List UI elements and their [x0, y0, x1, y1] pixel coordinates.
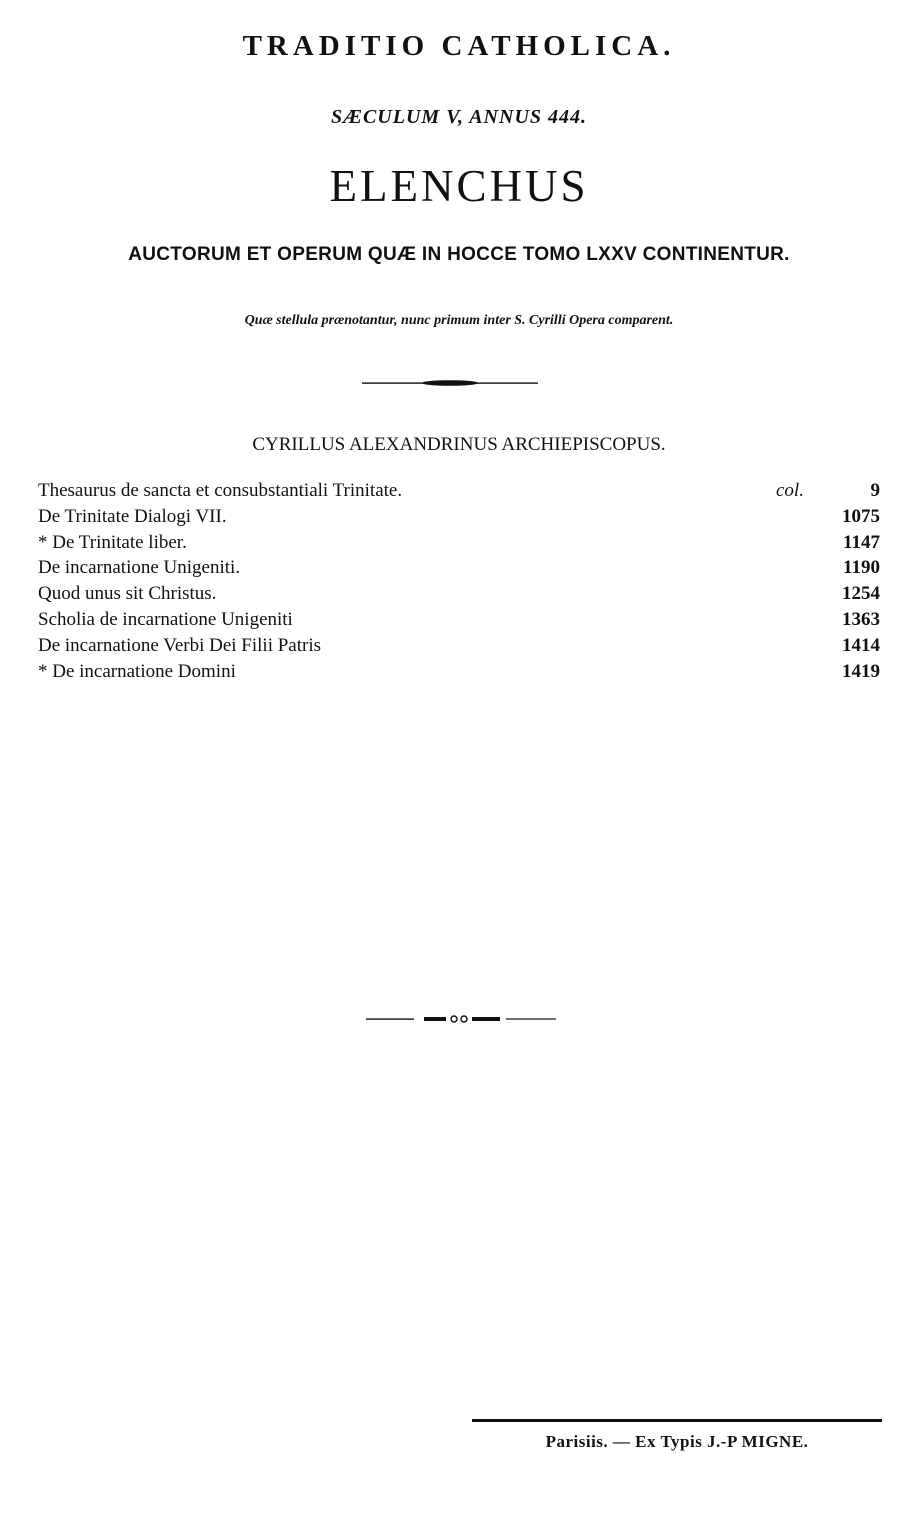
- toc-page: 1147: [843, 531, 880, 553]
- page-title: TRADITIO CATHOLICA.: [242, 30, 676, 62]
- toc-row: [38, 607, 882, 633]
- toc-row: [38, 633, 882, 659]
- toc-row: [38, 504, 882, 530]
- toc-row: [38, 555, 882, 581]
- toc-title: Thesaurus de sancta et consubstantiali Trinitate.: [38, 480, 403, 501]
- century-year-line: SÆCULUM V, ANNUS 444.: [330, 106, 588, 128]
- toc-page: 1254: [842, 583, 880, 605]
- asterisk-note: Quæ stellula prænotantur, nunc primum inter S. Cyrilli Opera comparent.: [244, 313, 674, 328]
- printer-imprint: Parisiis. — Ex Typis J.-P MIGNE.: [545, 1432, 809, 1451]
- toc-page: 1190: [843, 557, 880, 579]
- toc-title: * De incarnatione Domini: [38, 660, 236, 682]
- toc-title: Scholia de incarnatione Unigeniti: [38, 608, 293, 630]
- toc-row: [38, 530, 882, 556]
- toc-page: 1414: [842, 634, 880, 656]
- toc-row: [38, 581, 882, 607]
- toc-title: Quod unus sit Christus.: [38, 583, 217, 605]
- table-of-contents: [38, 478, 882, 684]
- toc-title: * De Trinitate liber.: [38, 531, 187, 553]
- toc-page: 1075: [842, 505, 880, 527]
- toc-row: [38, 478, 882, 504]
- toc-page: 9: [870, 480, 880, 501]
- toc-title: De incarnatione Verbi Dei Filii Patris: [38, 634, 322, 656]
- toc-col-label: col.: [776, 480, 804, 501]
- toc-page: 1363: [842, 608, 880, 630]
- toc-title: De incarnatione Unigeniti.: [38, 557, 241, 579]
- ornamental-divider: [366, 1014, 556, 1024]
- section-author-heading: CYRILLUS ALEXANDRINUS ARCHIEPISCOPUS.: [252, 434, 666, 455]
- ornamental-rule: [362, 380, 538, 386]
- toc-page: 1419: [842, 660, 880, 682]
- subtitle: AUCTORUM ET OPERUM QUÆ IN HOCCE TOMO LXXV CONTINENTUR.: [128, 244, 790, 265]
- footer-rule: [472, 1419, 882, 1422]
- toc-row: [38, 659, 882, 685]
- toc-title: De Trinitate Dialogi VII.: [38, 505, 227, 527]
- main-heading: ELENCHUS: [329, 161, 589, 211]
